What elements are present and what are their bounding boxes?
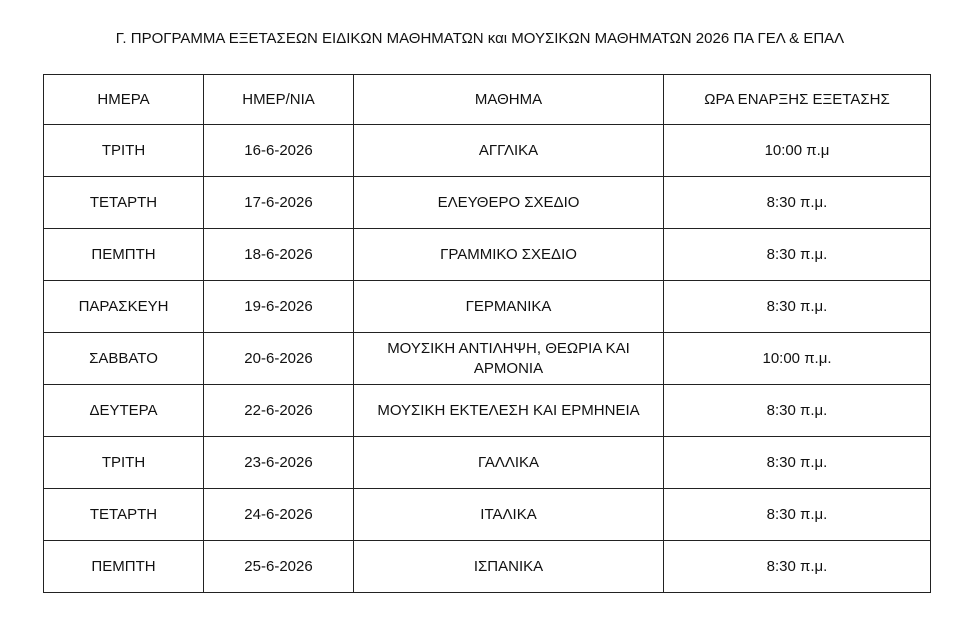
table-row bbox=[44, 385, 931, 437]
table-header-row bbox=[44, 75, 931, 125]
cell-date: 20-6-2026 bbox=[204, 333, 354, 385]
cell-day: ΠΕΜΠΤΗ bbox=[44, 541, 204, 593]
cell-time: 8:30 π.μ. bbox=[664, 177, 931, 229]
table-row bbox=[44, 177, 931, 229]
cell-day: ΤΡΙΤΗ bbox=[44, 125, 204, 177]
table-row bbox=[44, 489, 931, 541]
cell-time: 8:30 π.μ. bbox=[664, 437, 931, 489]
cell-day: ΤΕΤΑΡΤΗ bbox=[44, 177, 204, 229]
cell-date: 17-6-2026 bbox=[204, 177, 354, 229]
cell-date: 25-6-2026 bbox=[204, 541, 354, 593]
cell-day: ΔΕΥΤΕΡΑ bbox=[44, 385, 204, 437]
cell-subject: ΙΣΠΑΝΙΚΑ bbox=[354, 541, 664, 593]
header-start-time: ΩΡΑ ΕΝΑΡΞΗΣ ΕΞΕΤΑΣΗΣ bbox=[664, 75, 931, 125]
table-row bbox=[44, 333, 931, 385]
cell-time: 8:30 π.μ. bbox=[664, 541, 931, 593]
cell-day: ΤΕΤΑΡΤΗ bbox=[44, 489, 204, 541]
table-row bbox=[44, 437, 931, 489]
cell-time: 8:30 π.μ. bbox=[664, 385, 931, 437]
cell-subject: ΜΟΥΣΙΚΗ ΑΝΤΙΛΗΨΗ, ΘΕΩΡΙΑ ΚΑΙ ΑΡΜΟΝΙΑ bbox=[354, 333, 664, 385]
document-title: Γ. ΠΡΟΓΡΑΜΜΑ ΕΞΕΤΑΣΕΩΝ ΕΙΔΙΚΩΝ ΜΑΘΗΜΑΤΩΝ και ΜΟΥΣΙΚΩΝ ΜΑΘΗΜΑΤΩΝ 2026 ΠΑ ΓΕΛ & ΕΠΑΛ bbox=[115, 30, 845, 47]
cell-time: 8:30 π.μ. bbox=[664, 281, 931, 333]
cell-subject: ΓΡΑΜΜΙΚΟ ΣΧΕΔΙΟ bbox=[354, 229, 664, 281]
table-row bbox=[44, 281, 931, 333]
cell-subject: ΑΓΓΛΙΚΑ bbox=[354, 125, 664, 177]
table-row bbox=[44, 125, 931, 177]
exam-schedule-table bbox=[43, 74, 931, 593]
cell-day: ΤΡΙΤΗ bbox=[44, 437, 204, 489]
cell-time: 8:30 π.μ. bbox=[664, 489, 931, 541]
cell-time: 10:00 π.μ. bbox=[664, 333, 931, 385]
cell-date: 19-6-2026 bbox=[204, 281, 354, 333]
cell-time: 10:00 π.μ bbox=[664, 125, 931, 177]
cell-day: ΠΑΡΑΣΚΕΥΗ bbox=[44, 281, 204, 333]
cell-date: 23-6-2026 bbox=[204, 437, 354, 489]
cell-date: 22-6-2026 bbox=[204, 385, 354, 437]
cell-date: 24-6-2026 bbox=[204, 489, 354, 541]
cell-date: 16-6-2026 bbox=[204, 125, 354, 177]
cell-day: ΣΑΒΒΑΤΟ bbox=[44, 333, 204, 385]
header-subject: ΜΑΘΗΜΑ bbox=[354, 75, 664, 125]
table-row bbox=[44, 229, 931, 281]
cell-day: ΠΕΜΠΤΗ bbox=[44, 229, 204, 281]
cell-subject: ΕΛΕΥΘΕΡΟ ΣΧΕΔΙΟ bbox=[354, 177, 664, 229]
cell-subject: ΙΤΑΛΙΚΑ bbox=[354, 489, 664, 541]
cell-time: 8:30 π.μ. bbox=[664, 229, 931, 281]
cell-subject: ΓΕΡΜΑΝΙΚΑ bbox=[354, 281, 664, 333]
cell-subject: ΜΟΥΣΙΚΗ ΕΚΤΕΛΕΣΗ ΚΑΙ ΕΡΜΗΝΕΙΑ bbox=[354, 385, 664, 437]
header-date: ΗΜΕΡ/ΝΙΑ bbox=[204, 75, 354, 125]
header-day: ΗΜΕΡΑ bbox=[44, 75, 204, 125]
table-row bbox=[44, 541, 931, 593]
cell-subject: ΓΑΛΛΙΚΑ bbox=[354, 437, 664, 489]
cell-date: 18-6-2026 bbox=[204, 229, 354, 281]
